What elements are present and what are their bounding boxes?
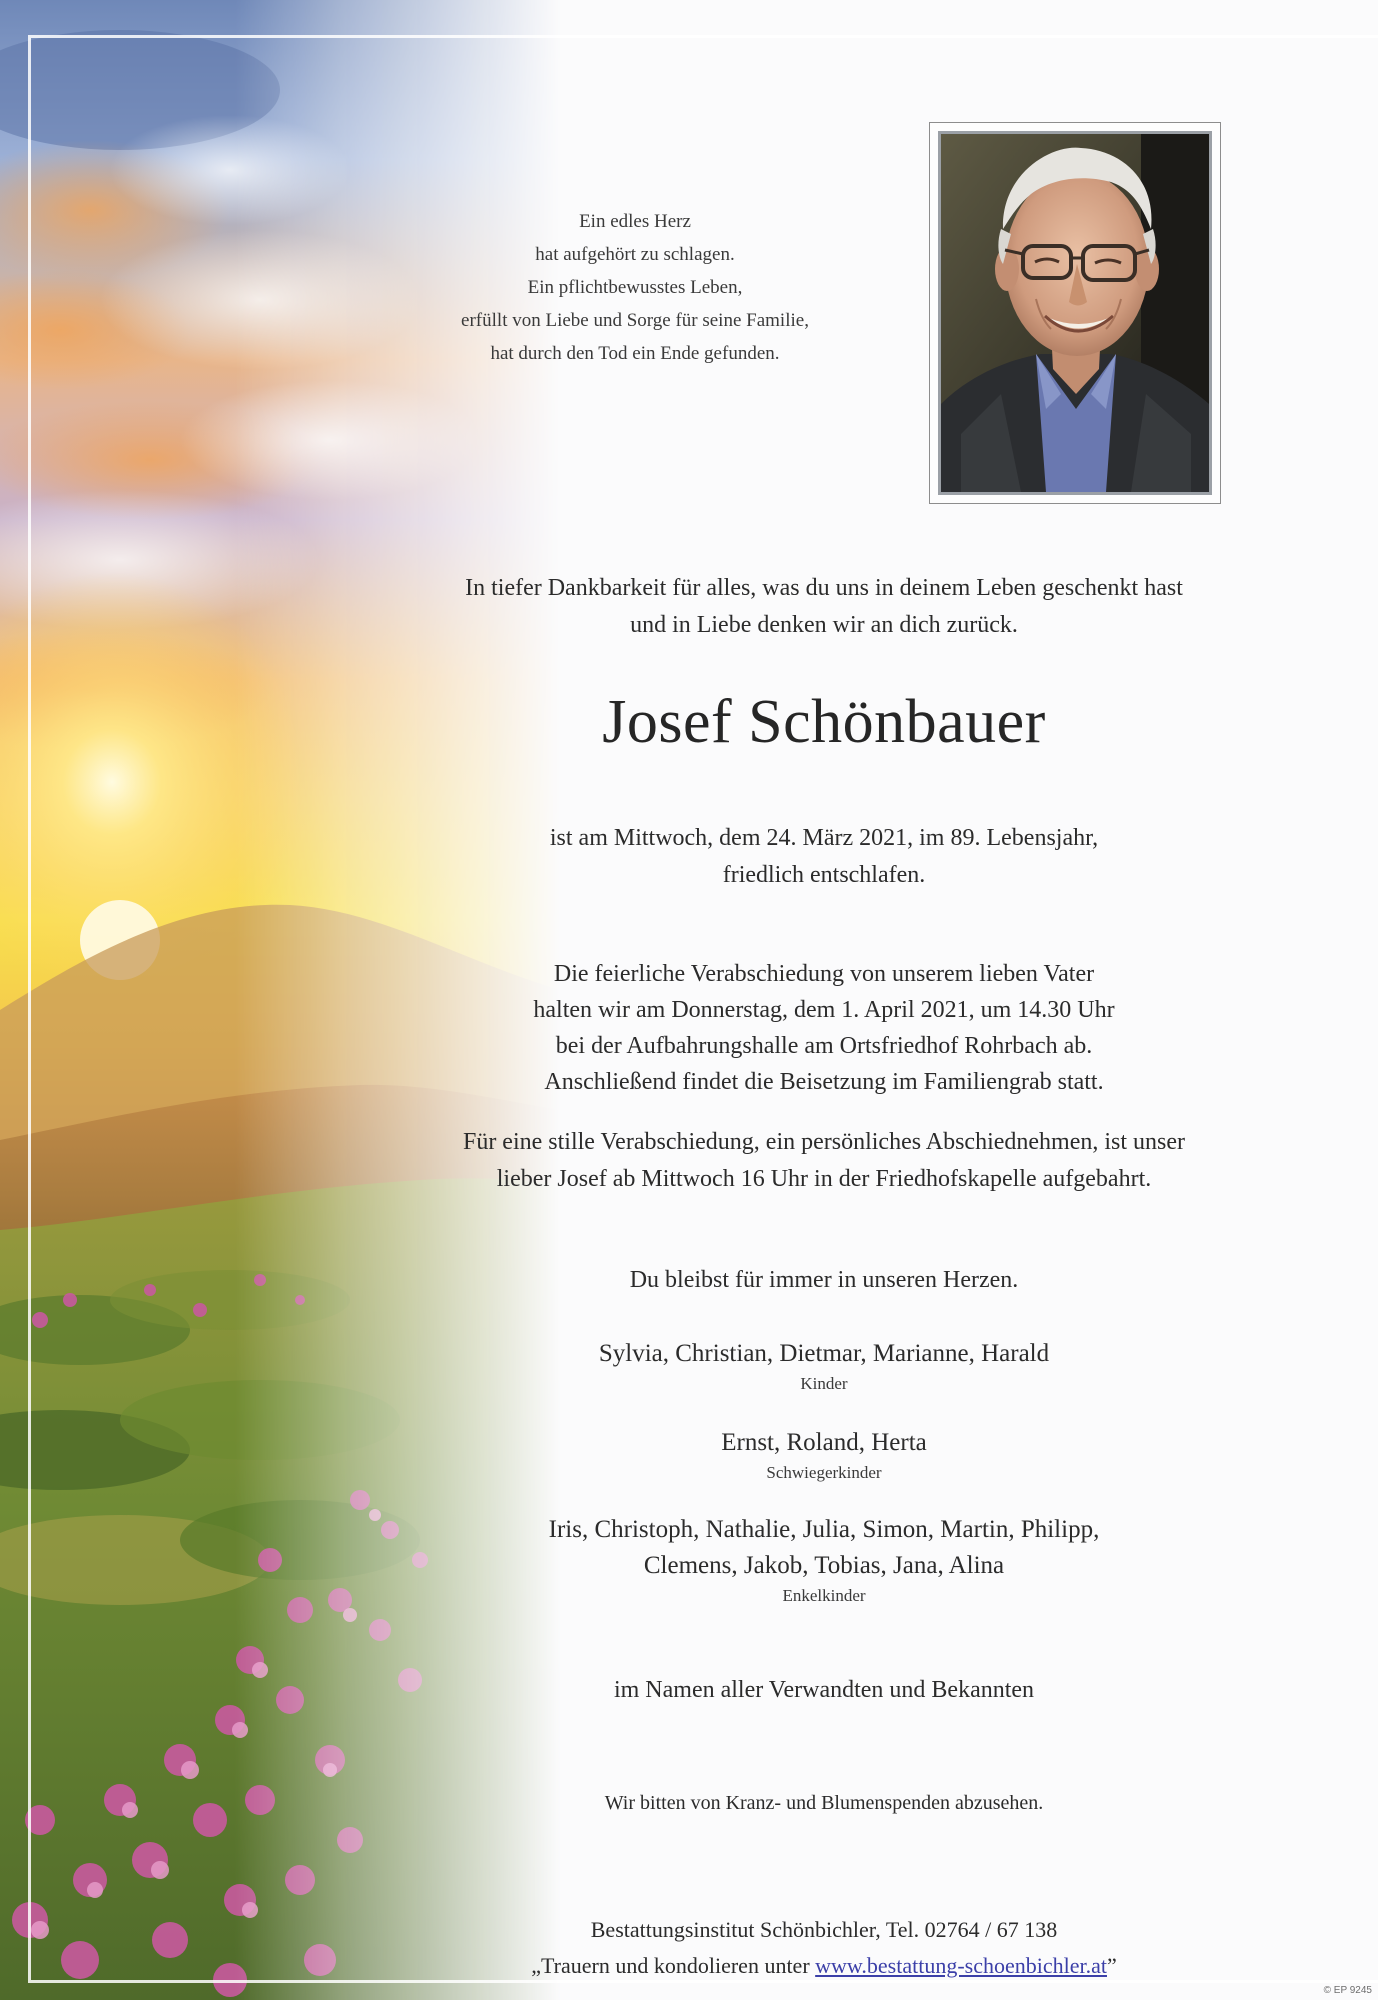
death-notice bbox=[400, 820, 1248, 894]
gratitude-text bbox=[400, 570, 1248, 644]
poem bbox=[420, 205, 850, 370]
gratitude-line: und in Liebe denken wir an dich zurück. bbox=[630, 612, 1018, 638]
poem-line: Ein edles Herz bbox=[579, 211, 691, 232]
children-role: Kinder bbox=[800, 1374, 848, 1393]
copyright-note: © EP 9245 bbox=[1323, 1985, 1372, 1996]
poem-line: erfüllt von Liebe und Sorge für seine Familie, bbox=[461, 310, 809, 331]
portrait-photo bbox=[938, 131, 1212, 495]
farewell-line: Du bleibst für immer in unseren Herzen. bbox=[629, 1267, 1019, 1293]
family-in-laws bbox=[400, 1425, 1248, 1485]
death-notice-line: friedlich entschlafen. bbox=[722, 862, 926, 888]
ceremony-line: halten wir am Donnerstag, dem 1. April 2021, um 14.30 Uhr bbox=[533, 997, 1115, 1023]
condolence-suffix: ” bbox=[1106, 1953, 1117, 1978]
funeral-home-contact: Bestattungsinstitut Schönbichler, Tel. 02764 / 67 138 bbox=[590, 1917, 1058, 1942]
death-notice-line: ist am Mittwoch, dem 24. März 2021, im 89. Lebensjahr, bbox=[549, 825, 1099, 851]
deceased-name: Josef Schönbauer bbox=[602, 688, 1046, 756]
in-laws-names: Ernst, Roland, Herta bbox=[721, 1429, 927, 1456]
ceremony-line: Anschließend findet die Beisetzung im Familiengrab statt. bbox=[544, 1069, 1104, 1095]
poem-line: hat aufgehört zu schlagen. bbox=[535, 244, 735, 265]
lying-in-state-line: Für eine stille Verabschiedung, ein persönliches Abschiednehmen, ist unser bbox=[462, 1129, 1186, 1155]
relatives-line: im Namen aller Verwandten und Bekannten bbox=[613, 1677, 1035, 1703]
portrait-frame bbox=[929, 122, 1221, 504]
condolence-line bbox=[400, 1948, 1248, 1984]
grandchildren-names: Iris, Christoph, Nathalie, Julia, Simon, Martin, Philipp, bbox=[548, 1516, 1100, 1543]
poem-line: hat durch den Tod ein Ende gefunden. bbox=[490, 343, 780, 364]
funeral-home-info bbox=[400, 1912, 1248, 1984]
family-grandchildren bbox=[400, 1512, 1248, 1608]
gratitude-line: In tiefer Dankbarkeit für alles, was du uns in deinem Leben geschenkt hast bbox=[465, 575, 1183, 601]
grandchildren-names: Clemens, Jakob, Tobias, Jana, Alina bbox=[643, 1552, 1005, 1579]
funeral-home-link[interactable]: www.bestattung-schoenbichler.at bbox=[815, 1953, 1107, 1978]
in-laws-role: Schwiegerkinder bbox=[766, 1463, 882, 1482]
lying-in-state-line: lieber Josef ab Mittwoch 16 Uhr in der Friedhofskapelle aufgebahrt. bbox=[496, 1166, 1152, 1192]
donation-request: Wir bitten von Kranz- und Blumenspenden abzusehen. bbox=[604, 1792, 1044, 1814]
children-names: Sylvia, Christian, Dietmar, Marianne, Harald bbox=[598, 1340, 1050, 1367]
family-children bbox=[400, 1336, 1248, 1396]
ceremony-info bbox=[400, 956, 1248, 1100]
ceremony-line: bei der Aufbahrungshalle am Ortsfriedhof Rohrbach ab. bbox=[555, 1033, 1093, 1059]
ceremony-line: Die feierliche Verabschiedung von unserem lieben Vater bbox=[553, 961, 1095, 987]
poem-line: Ein pflichtbewusstes Leben, bbox=[527, 277, 743, 298]
lying-in-state-info bbox=[400, 1124, 1248, 1198]
condolence-prefix: „Trauern und kondolieren unter bbox=[531, 1953, 816, 1978]
grandchildren-role: Enkelkinder bbox=[782, 1586, 866, 1605]
